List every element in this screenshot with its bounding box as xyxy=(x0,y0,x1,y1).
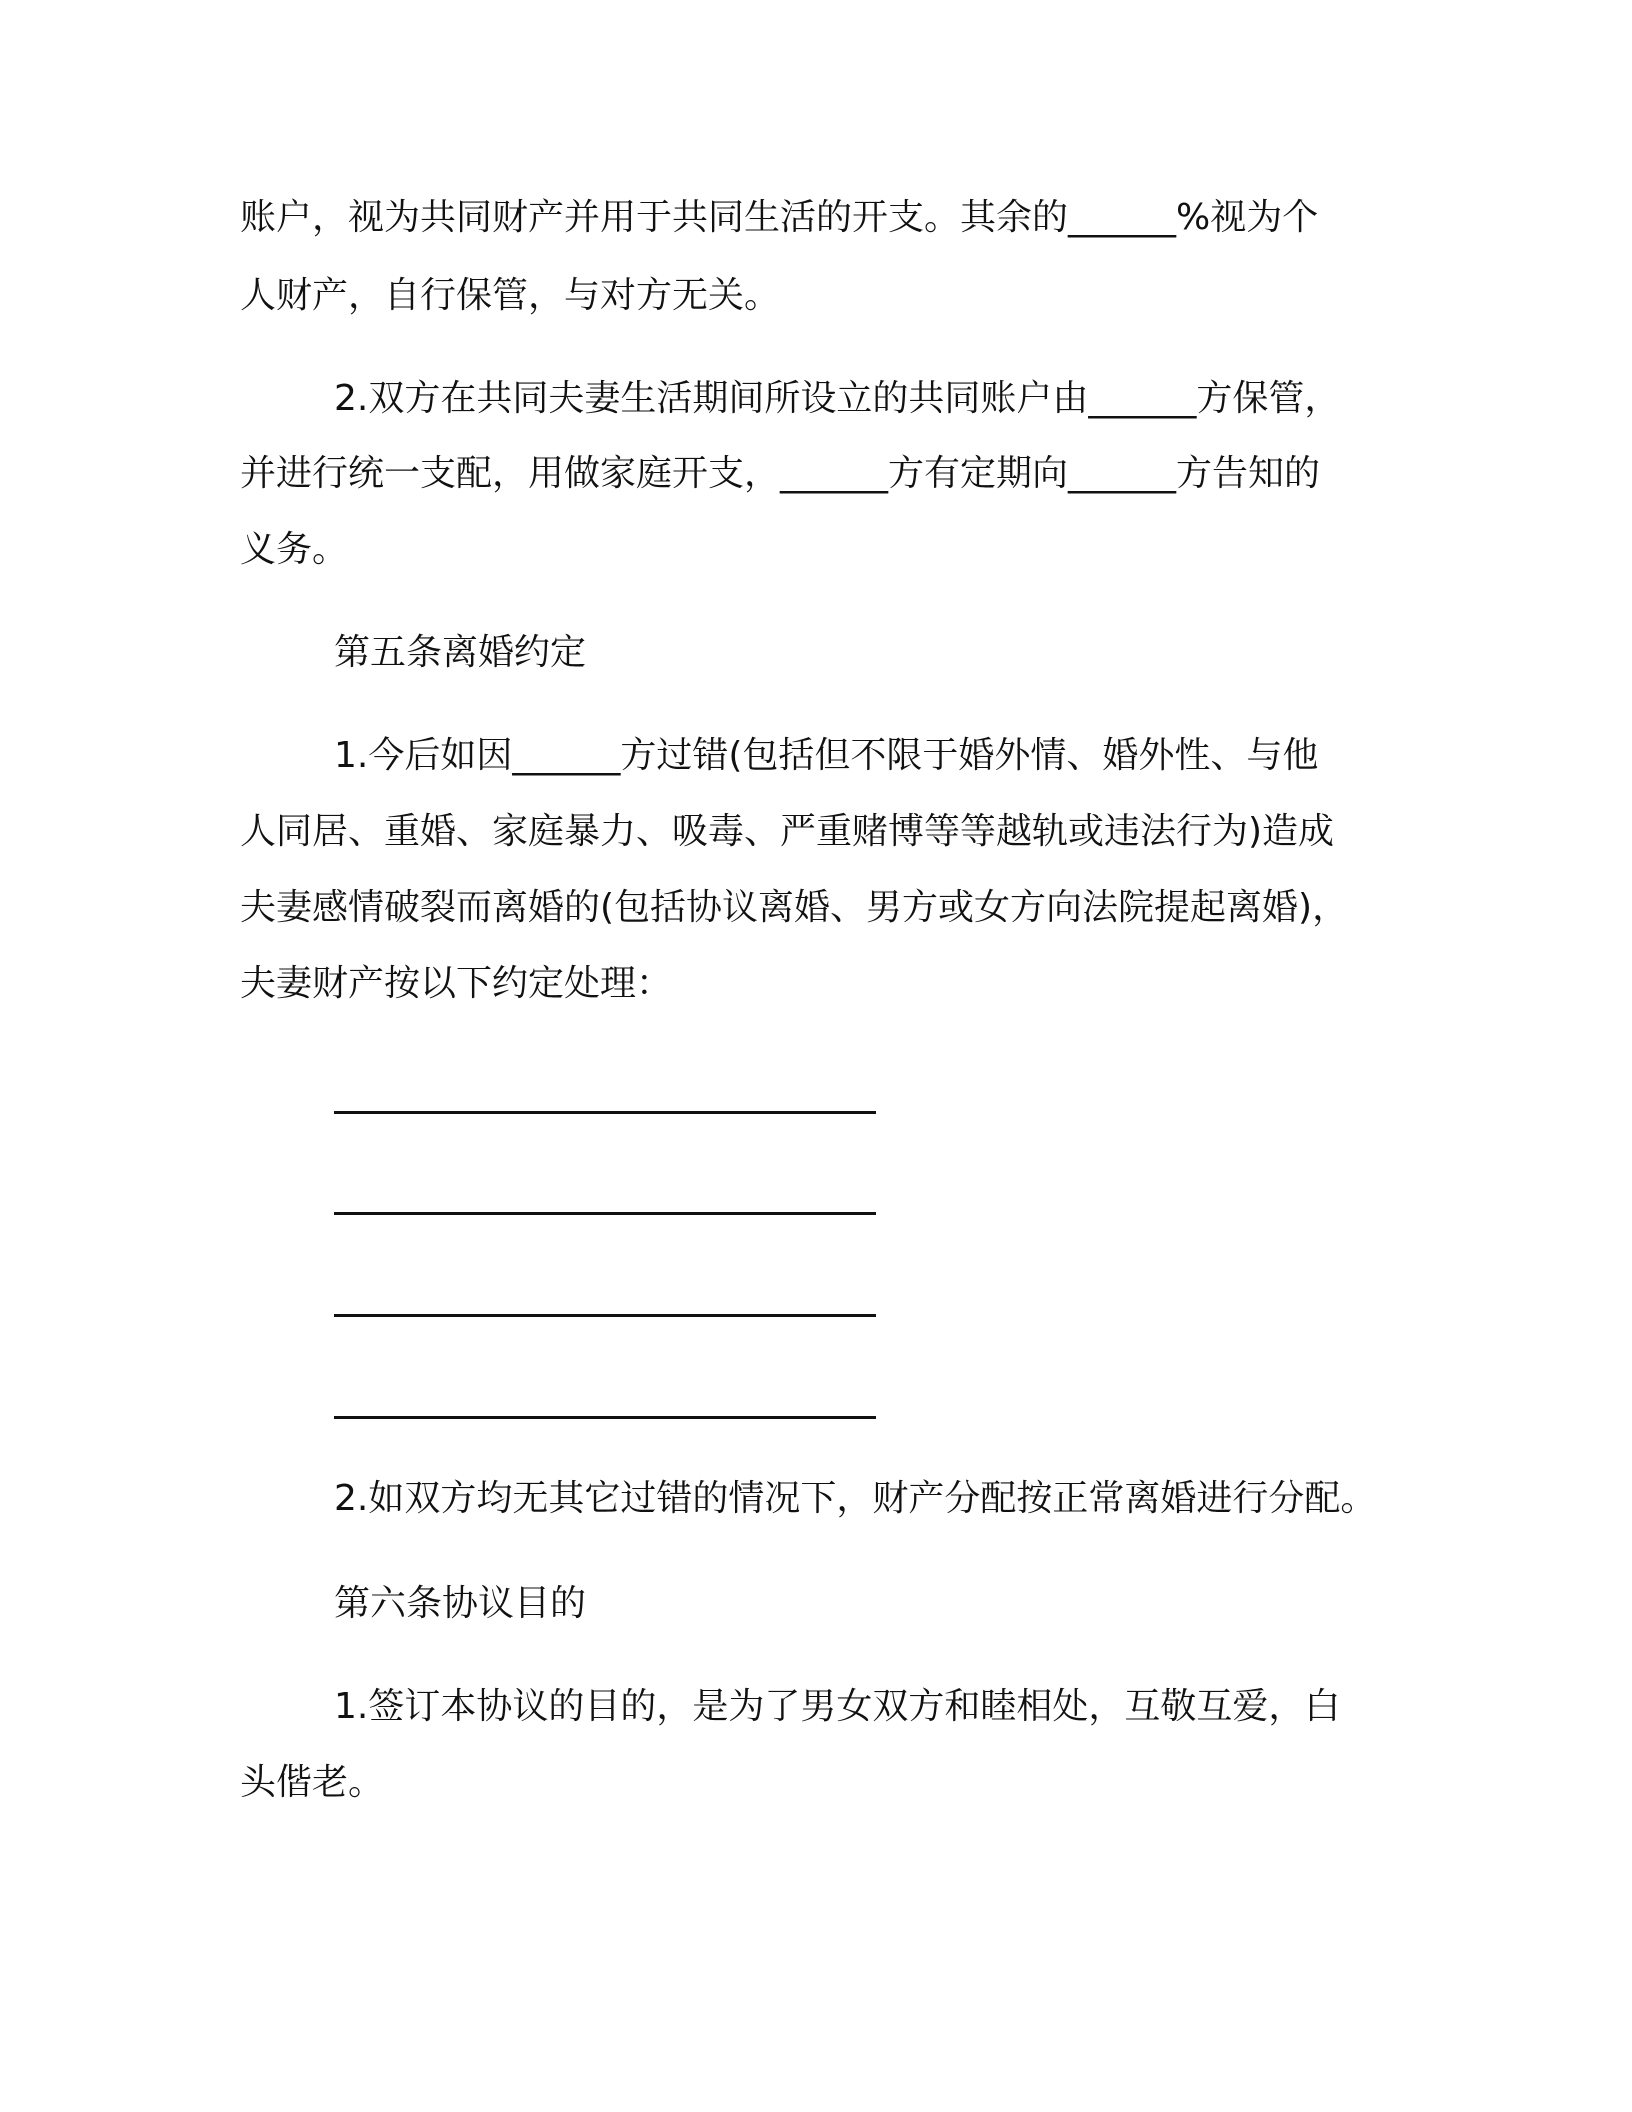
text-line: 2.双方在共同夫妻生活期间所设立的共同账户由______方保管， xyxy=(334,378,1341,419)
text-line: 人同居、重婚、家庭暴力、吸毒、严重赌博等等越轨或违法行为)造成 xyxy=(240,811,1335,852)
text-line: 人财产，自行保管，与对方无关。 xyxy=(240,275,781,316)
fill-in-blank-line xyxy=(334,1416,876,1419)
fill-in-blank-line xyxy=(334,1111,876,1114)
text-line: 头偕老。 xyxy=(240,1762,385,1803)
fill-in-blank-line xyxy=(334,1314,876,1317)
text-line: 夫妻财产按以下约定处理： xyxy=(240,963,673,1004)
section-heading: 第六条协议目的 xyxy=(334,1583,587,1624)
section-heading: 第五条离婚约定 xyxy=(334,632,587,673)
text-line: 1.今后如因______方过错(包括但不限于婚外情、婚外性、与他 xyxy=(334,735,1319,776)
text-line: 2.如双方均无其它过错的情况下，财产分配按正常离婚进行分配。 xyxy=(334,1478,1377,1519)
text-line: 账户，视为共同财产并用于共同生活的开支。其余的______%视为个 xyxy=(240,197,1319,238)
text-line: 并进行统一支配，用做家庭开支，______方有定期向______方告知的 xyxy=(240,453,1321,494)
text-line: 义务。 xyxy=(240,529,349,570)
fill-in-blank-line xyxy=(334,1212,876,1215)
text-line: 1.签订本协议的目的，是为了男女双方和睦相处，互敬互爱，白 xyxy=(334,1686,1341,1727)
text-line: 夫妻感情破裂而离婚的(包括协议离婚、男方或女方向法院提起离婚)， xyxy=(240,887,1349,928)
